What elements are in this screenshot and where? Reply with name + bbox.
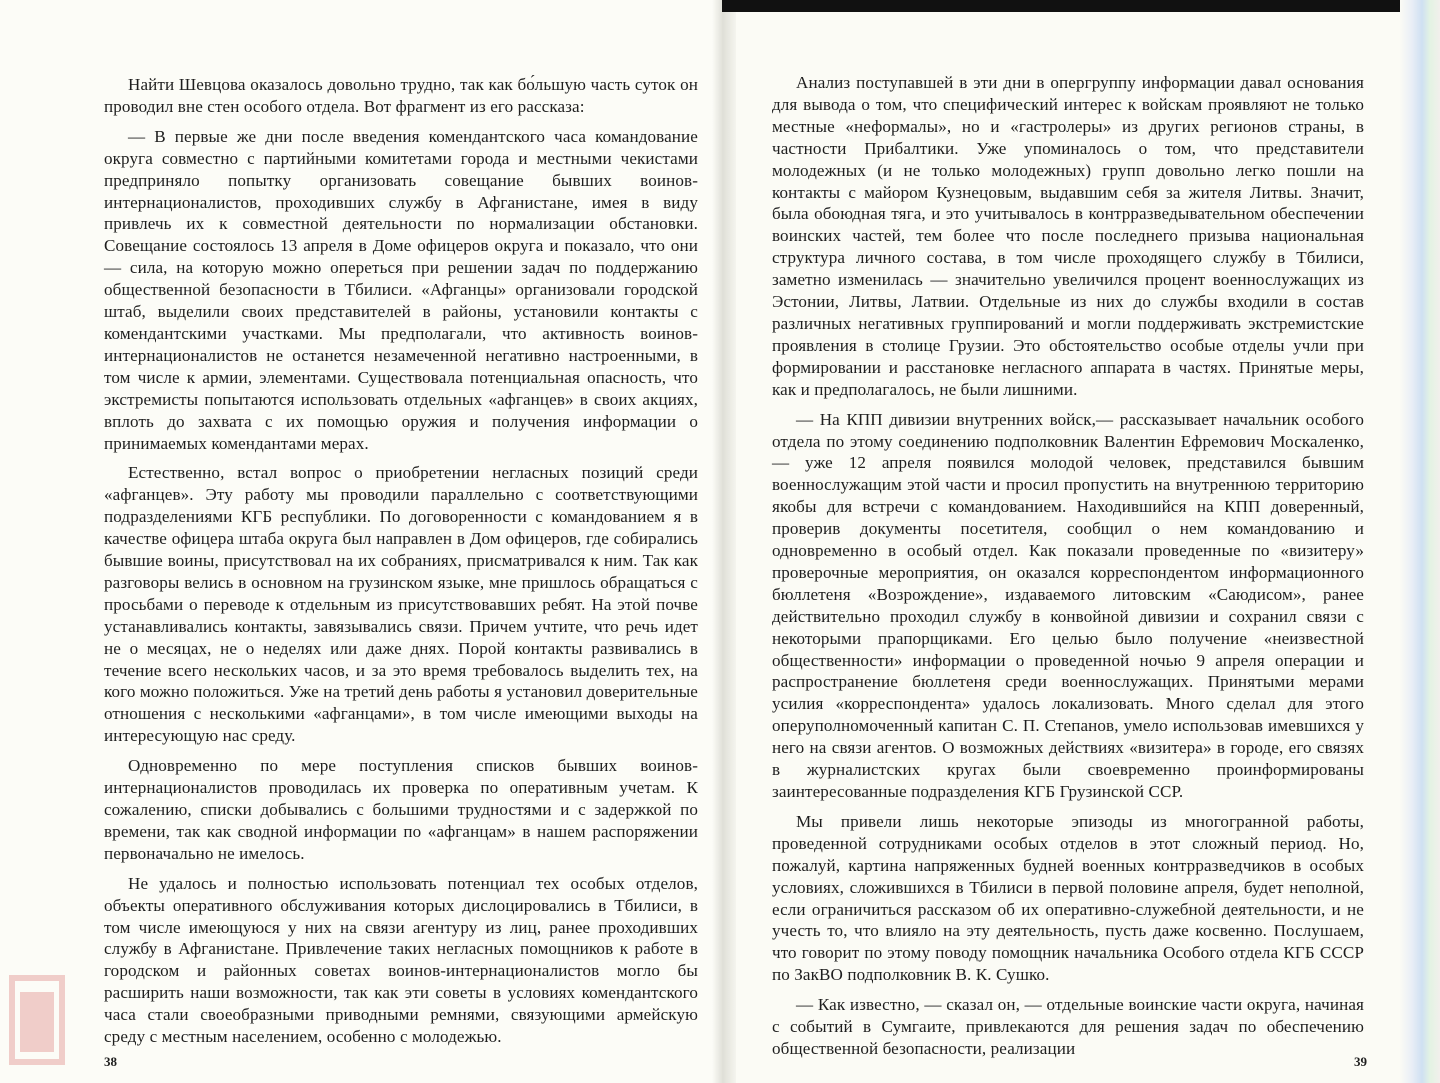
- paragraph: — Как известно, — сказал он, — отдельные воинские части округа, начиная с событий в Сумгаите, привлекаются для решения задач по обеспечению общественной безопасности, реализации: [772, 995, 1364, 1058]
- scan-right-edge: [1400, 0, 1440, 1083]
- right-page-text: [772, 72, 1364, 1068]
- paragraph: — В первые же дни после введения комендантского часа командование округа совместно с партийными комитетами города и местными чекистами предприняло попытку организовать совещание бывших воинов-интернационалистов, проходивших службу в Афганистане, имея в виду привлечь их к совместной деятельности по нормализации обстановки. Совещание состоялось 13 апреля в Доме офицеров округа и показало, что они — сила, на которую можно опереться при решении задач по поддержанию общественной безопасности в Тбилиси. «Афганцы» организовали городской штаб, выделили своих представителей в районы, установили контакты с комендантскими участками. Мы предполагали, что активность воинов-интернационалистов не останется незамеченной негативно настроенными, в том числе к армии, элементами. Существовала потенциальная опасность, что экстремисты попытаются использовать отдельных «афганцев» в своих акциях, вплоть до захвата с их помощью оружия и получения информации о принимаемых комендантами мерах.: [104, 126, 698, 453]
- right-page: [722, 0, 1440, 1083]
- scan-top-edge: [722, 0, 1440, 12]
- left-page-text: [104, 74, 698, 1056]
- paragraph: Найти Шевцова оказалось довольно трудно, так как бо́льшую часть суток он проводил вне стен особого отдела. Вот фрагмент из его рассказа:: [104, 75, 698, 116]
- page-number-right: 39: [1354, 1054, 1367, 1069]
- library-stamp-icon: [6, 970, 86, 1070]
- paragraph: Не удалось и полностью использовать потенциал тех особых отделов, объекты оперативного обслуживания которых дислоцировались в Тбилиси, в том числе имеющуюся у них на связи агентуру из лиц, ранее проходивших службу в Афганистане. Привлечение таких негласных помощников к работе в городском и районных советах воинов-интернационалистов могло бы расширить наши возможности, так как эти советы в условиях комендантского часа стали своеобразными приводными ремнями, связующими армейскую среду с местным населением, особенно с молодежью.: [104, 873, 698, 1047]
- paragraph: — На КПП дивизии внутренних войск,— рассказывает начальник особого отдела по этому соединению подполковник Валентин Ефремович Москаленко, — уже 12 апреля появился молодой человек, представился бывшим военнослужащим этой части и просил пропустить на внутреннюю территорию якобы для встречи с командованием. Находившийся на КПП доверенный, проверив документы посетителя, сообщил о нем командованию и одновременно в особый отдел. Как показали проведенные по «визитеру» проверочные мероприятия, он оказался корреспондентом информационного бюллетеня «Возрождение», издаваемого литовским «Саюдисом», ранее действительно проходил службу в конвойной дивизии и сохранил связи с некоторыми прапорщиками. Его целью было получение «неизвестной общественности» информации о проведенной ночью 9 апреля операции и распространение бюллетеня среди военнослужащих. Принятыми мерами усилия «корреспондента» удалось локализовать. Много сделал для этого оперуполномоченный капитан С. П. Степанов, умело использовав имевшихся у него на связи агентов. О возможных действиях «визитера» в городе, его связях в журналистских кругах были своевременно проинформированы заинтересованные подразделения КГБ Грузинской ССР.: [772, 409, 1364, 801]
- paragraph: Естественно, встал вопрос о приобретении негласных позиций среди «афганцев». Эту работу мы проводили параллельно с соответствующими подразделениями КГБ республики. По договоренности с командованием я в качестве офицера штаба округа был направлен в Дом офицеров, где собирались бывшие воины, присутствовал на их собраниях, присматривался к ним. Так как разговоры велись в основном на грузинском языке, мне пришлось обращаться с просьбами о переводе к отдельным из присутствовавших ребят. На этой почве устанавливались контакты, завязывались связи. Причем учтите, что речь идет не о месяцах, не о неделях или даже днях. Порой контакты развивались в течение всего нескольких часов, и за это время требовалось выделить тех, на кого можно положиться. Уже на третий день работы я установил доверительные отношения с несколькими «афганцами», в том числе имеющими выходы на интересующую нас среду.: [104, 463, 698, 746]
- book-gutter: [712, 0, 736, 1083]
- page-number-left: 38: [104, 1054, 117, 1069]
- paragraph: Анализ поступавшей в эти дни в опергруппу информации давал основания для вывода о том, что специфический интерес к войскам проявляют не только местные «неформалы», но и «гастролеры» из других регионов страны, в частности Прибалтики. Уже упоминалось о том, что представители молодежных (и не только молодежных) групп довольно легко пошли на контакты с майором Кузнецовым, выдавшим себя за жителя Литвы. Значит, была обоюдная тяга, и это учитывалось в контрразведывательном обеспечении воинских частей, тем более что после последнего призыва национальная структура личного состава, в том числе проходящего службу в Тбилиси, заметно изменилась — значительно увеличился процент военнослужащих из Эстонии, Литвы, Латвии. Отдельные из них до службы входили в состав различных негативных группирований и могли поддерживать экстремистские проявления в столице Грузии. Это обстоятельство особые отделы учли при формировании и расстановке негласного аппарата в частях. Принятые меры, как и предполагалось, не были лишними.: [772, 73, 1364, 399]
- paragraph: Мы привели лишь некоторые эпизоды из многогранной работы, проведенной сотрудниками особых отделов в этот сложный период. Но, пожалуй, картина напряженных будней военных контрразведчиков в особых условиях, сложившихся в Тбилиси в первой половине апреля, будет неполной, если ограничиться рассказом об их оперативно-служебной деятельности, и не учесть то, что влияло на эту деятельность, пусть даже косвенно. Послушаем, что говорит по этому поводу помощник начальника Особого отдела КГБ СССР по ЗакВО подполковник В. К. Сушко.: [772, 811, 1364, 985]
- paragraph: Одновременно по мере поступления списков бывших воинов-интернационалистов проводилась их проверка по оперативным учетам. К сожалению, списки добывались с большими трудностями и с задержкой по времени, так как сводной информации по «афганцам» в нашем распоряжении первоначально не имелось.: [104, 756, 698, 863]
